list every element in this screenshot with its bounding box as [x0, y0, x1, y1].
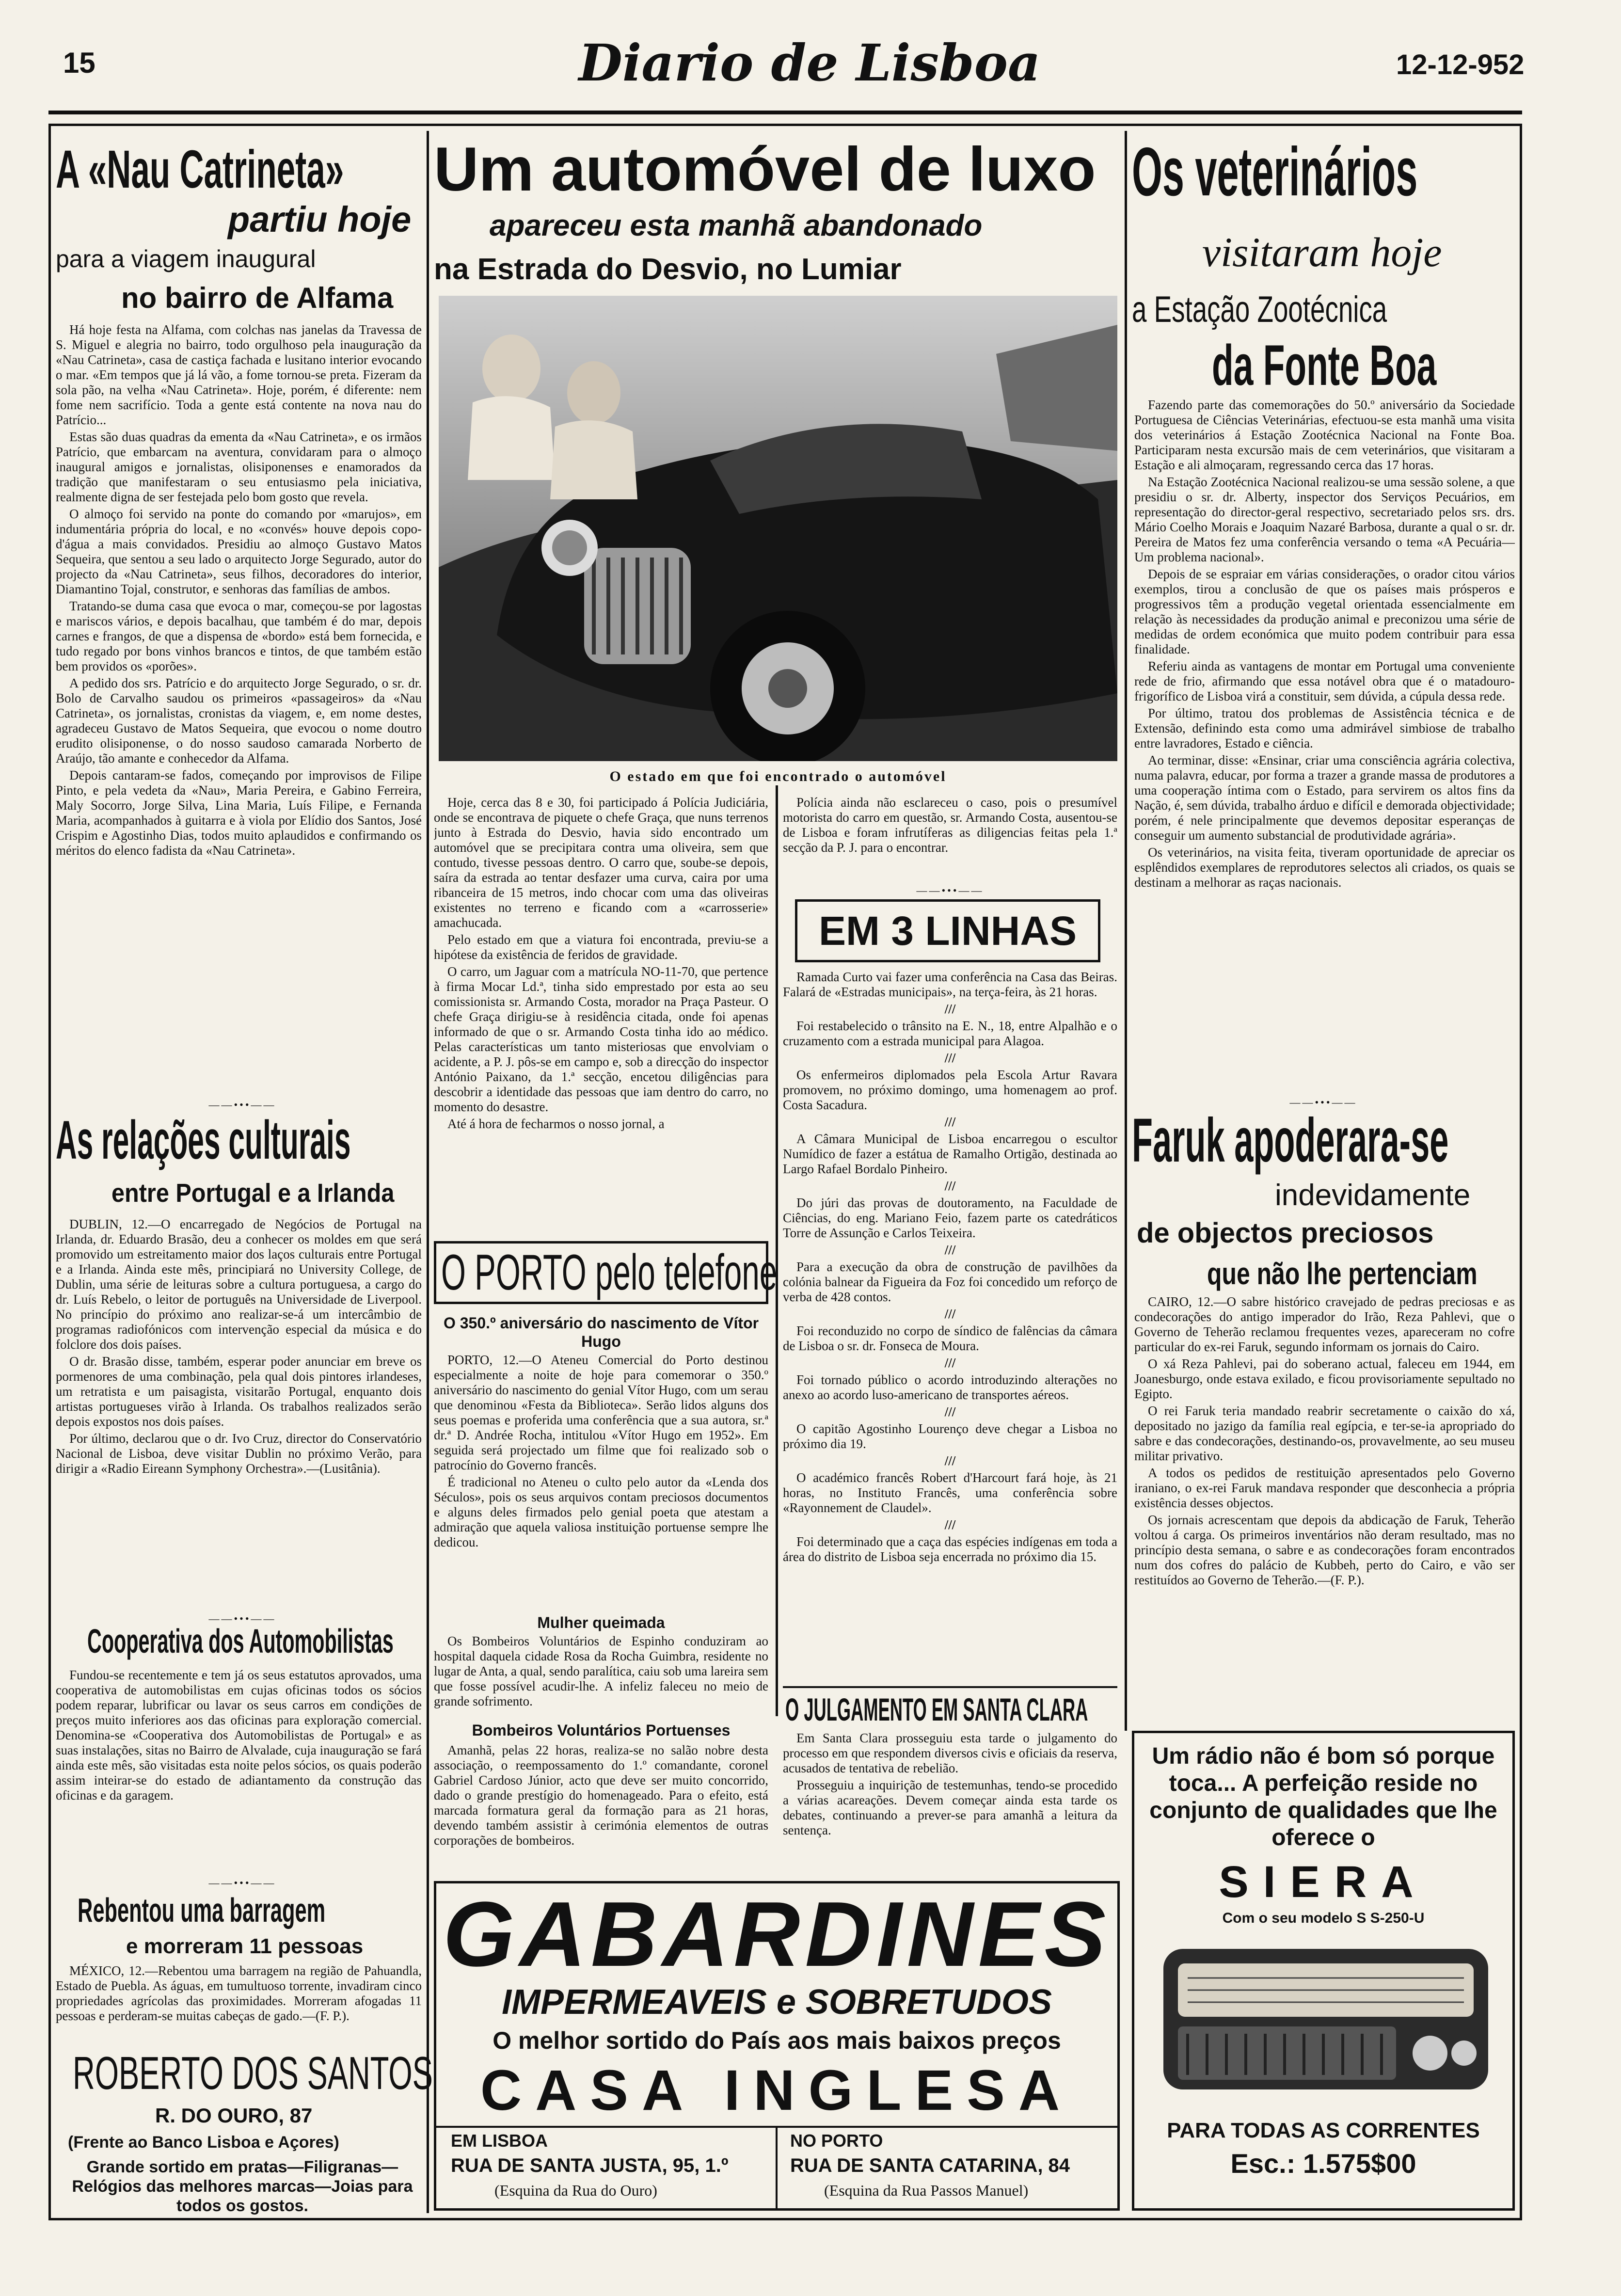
siera-line-1: Um rádio não é bom só porque toca... A perfeição reside no conjunto de qualidades que lhe oferece o — [1149, 1743, 1497, 1850]
irlanda-headline: As relações culturais — [56, 1110, 351, 1170]
faruk-deck-1: indevidamente — [1275, 1179, 1471, 1212]
masthead-title: Diario de Lisboa — [578, 33, 1041, 93]
nau-deck-1: para a viagem inaugural — [56, 245, 316, 272]
divider: ——•••—— — [208, 1612, 276, 1625]
barragem-body — [56, 1963, 422, 2046]
divider: ——•••—— — [1289, 1096, 1357, 1108]
linhas-item: Para a execução da obra de construção de pavilhões da colónia balnear da Figueira da Foz foi concedido um reforço de verba de 428 contos. — [783, 1260, 1117, 1304]
nau-headline: A «Nau Catrineta» — [56, 140, 344, 199]
linhas-separator: /// — [944, 1051, 956, 1065]
veterinarios-paragraph: Os veterinários, na visita feita, tiveram oportunidade de apreciar os esplêndidos exemplares de reprodutores selectos ali criados, os quais se destinam a melhorar as raças nacionais. — [1134, 845, 1515, 890]
faruk-paragraph: CAIRO, 12.—O sabre histórico cravejado de pedras preciosas e as condecorações do antigo imperador do Irão, Reza Pahlevi, que o Governo de Teherão reclamou frequentes vezes, apareceram no cofre particular do ex-rei Faruk, segundo informam os jornais do Cairo. — [1134, 1294, 1515, 1354]
veterinarios-headline: Os veterinários — [1132, 133, 1418, 210]
julgamento-paragraph: Prosseguiu a inquirição de testemunhas, tendo-se procedido a várias acareações. Devem começar ainda esta tarde os debates, continuando a prever-se para amanhã a leitura da sentença. — [783, 1778, 1117, 1837]
nau-kicker: partiu hoje — [228, 199, 412, 239]
siera-footer-1: PARA TODAS AS CORRENTES — [1167, 2119, 1480, 2142]
gabardines-lisboa-label: EM LISBOA — [451, 2131, 548, 2151]
nau-body — [56, 322, 422, 1079]
porto-paragraph: Os Bombeiros Voluntários de Espinho conduziram ao hospital daquela cidade Rosa da Rocha Guimbra, residente no lugar de Anta, a qual, sendo paralítica, caiu sob uma lareira sem que fosse possível acudir-lhe. A infeliz faleceu no meio de grande sofrimento. — [434, 1634, 768, 1708]
gabardines-tag: O melhor sortido do País aos mais baixos preços — [493, 2027, 1061, 2054]
faruk-paragraph: O rei Faruk teria mandado reabrir secretamente o caixão do xá, depositado no jazigo da família real egípcia, e ter-se-ia apropriado do sabre e das condecorações, destinando-os, provavelmente, ao seu museu militar privativo. — [1134, 1403, 1515, 1463]
veterinarios-deck-2: da Fonte Boa — [1212, 334, 1437, 398]
porto-sub-2: Mulher queimada — [537, 1614, 665, 1631]
faruk-body — [1134, 1294, 1515, 1721]
julgamento-rule — [783, 1686, 1117, 1688]
cooperativa-paragraph: Fundou-se recentemente e tem já os seus estatutos aprovados, uma cooperativa de automobilistas em cujas oficinas todos os sócios podem reparar, lubrificar ou lavar os seus carros em condições de preços muito inferiores aos das oficinas para exploração comercial. Denomina-se «Cooperativa dos Automobilistas de Portugal» e as suas instalações, sitas no Bairro de Alvalade, cuja inauguração se fará ainda este mês, são visitadas esta noite pelos sócios, os quais poderão assim inteirar-se do estado de adiantamento da construção das oficinas e da garagem. — [56, 1668, 422, 1802]
nau-deck-2: no bairro de Alfama — [121, 282, 394, 314]
veterinarios-paragraph: Depois de se espraiar em várias considerações, o orador citou vários exemplos, tirou a conclusão de que os países mais prósperos e progressivos têm a produção vegetal orientada essencialmente em relação às necessidades da produção animal e preconizou uma série de medidas de ordem económica que muito podem contribuir para essa finalidade. — [1134, 567, 1515, 656]
linhas-item: Ramada Curto vai fazer uma conferência na Casa das Beiras. Falará de «Estradas municipais», na terça-feira, às 21 horas. — [783, 970, 1117, 999]
julgamento-paragraph: Em Santa Clara prosseguiu esta tarde o julgamento do processo em que respondem diversos civis e oficiais da reserva, acusados de tentativa de rebelião. — [783, 1731, 1117, 1775]
automovel-body-right — [783, 795, 1117, 882]
cooperativa-body — [56, 1668, 422, 1871]
siera-model: Com o seu modelo S S-250-U — [1222, 1910, 1425, 1926]
automovel-headline: Um automóvel de luxo — [434, 135, 1096, 204]
column-rule-left — [427, 131, 429, 2213]
linhas-item: Foi reconduzido no corpo de síndico de falências da câmara de Lisboa o sr. dr. Fonseca de Moura. — [783, 1323, 1117, 1353]
linhas-separator: /// — [944, 1355, 956, 1370]
julgamento-headline: O JULGAMENTO EM SANTA CLARA — [785, 1691, 1088, 1727]
car-photo-caption: O estado em que foi encontrado o automóvel — [609, 768, 947, 784]
veterinarios-paragraph: Na Estação Zootécnica Nacional realizou-se uma sessão solene, a que presidiu o sr. dr. Alberty, inspector dos Serviços Pecuários, em representação do director-geral respectivo, secretariado pelos srs. drs. Mário Coelho Morais e Joaquim Nazaré Barbosa, durante a qual o sr. dr. Pereira de Matos fez uma conferência versando o tema «A Pecuária—Um problema nacional». — [1134, 475, 1515, 564]
faruk-deck-2: de objectos preciosos — [1137, 1217, 1434, 1249]
veterinarios-paragraph: Fazendo parte das comemorações do 50.º aniversário da Sociedade Portuguesa de Ciências Veterinárias, efectuou-se esta manhã uma visita dos veterinários á Estação Zootécnica Nacional na Fonte Boa. Participaram nesta excursão mais de cem veterinários, que visitaram a Estação e ali almoçaram, regressando cerca das 17 horas. — [1134, 398, 1515, 472]
barragem-deck: e morreram 11 pessoas — [126, 1934, 364, 1958]
linhas-separator: /// — [944, 1307, 956, 1321]
linhas-separator: /// — [944, 1002, 956, 1016]
gabardines-lisboa-addr: RUA DE SANTA JUSTA, 95, 1.º — [451, 2155, 729, 2176]
gabardines-porto-note: (Esquina da Rua Passos Manuel) — [824, 2182, 1029, 2199]
porto-paragraph: PORTO, 12.—O Ateneu Comercial do Porto destinou especialmente a noite de hoje para comemorar o 350.º aniversário do nascimento do genial Vítor Hugo, com um serau que denominou «Festa da Biblioteca». Serão lidos alguns dos seus poemas e proferida uma conferência que a sua autora, sr.ª dr.ª D. Andrée Rocha, intitulou «Vítor Hugo em 1952». Em seguida será projectado um filme que foi realizado sob o patrocínio do Governo francês. — [434, 1353, 768, 1472]
roberto-note: (Frente ao Banco Lisboa e Açores) — [68, 2133, 339, 2152]
faruk-paragraph: A todos os pedidos de restituição apresentados pelo Governo iraniano, o ex-rei Faruk mandava responder que desconhecia a própria existência desses objectos. — [1134, 1466, 1515, 1510]
linhas-separator: /// — [944, 1115, 956, 1129]
porto-paragraph: Amanhã, pelas 22 horas, realiza-se no salão nobre desta associação, o reempossamento do 1.º comandante, coronel Gabriel Cardoso Júnior, acto que deve ser muito concorrido, dado o grande prestígio do homenageado. Para o efeito, está marcada formatura geral da formação para as 21 horas, devendo também assistir à cerimónia elementos de outras corporações de bombeiros. — [434, 1743, 768, 1848]
faruk-headline: Faruk apoderara-se — [1132, 1106, 1449, 1175]
roberto-address: R. DO OURO, 87 — [155, 2104, 313, 2127]
roberto-name: ROBERTO DOS SANTOS — [73, 2047, 433, 2099]
veterinarios-paragraph: Ao terminar, disse: «Ensinar, criar uma consciência agrária colectiva, numa palavra, educar, por forma a trazer a grande massa de produtores a uma cooperação íntima com o Estado, para servirem os altos fins da Nação, é, sem dúvida, trabalho árduo e difícil e demorada objectividade; porém, é nele principalmente que devemos depositar esperanças de conseguir um aumento substancial de produtividade agrária». — [1134, 753, 1515, 843]
gabardines-sub: IMPERMEAVEIS e SOBRETUDOS — [502, 1983, 1052, 2022]
automovel-deck-1: apareceu esta manhã abandonado — [490, 209, 983, 242]
linhas-item: O capitão Agostinho Lourenço deve chegar a Lisboa no próximo dia 19. — [783, 1421, 1117, 1451]
siera-brand: SIERA — [1219, 1857, 1428, 1907]
automovel-paragraph: Até á hora de fecharmos o nosso jornal, a — [447, 1116, 665, 1131]
page-number: 15 — [63, 47, 95, 79]
irlanda-deck: entre Portugal e a Irlanda — [111, 1179, 395, 1208]
nau-paragraph: Tratando-se duma casa que evoca o mar, começou-se por lagostas e mariscos vários, e depois bacalhau, que também é do mar, depois carnes e frangos, de que a dispensa de «bordo» está bem fornecida, e tudo regado por bons vinhos brancos e tintos, de que também estão bem providos os «porões». — [56, 599, 422, 673]
linhas-separator: /// — [944, 1179, 956, 1193]
porto-body-3 — [434, 1743, 768, 1874]
masthead-date: 12-12-952 — [1396, 49, 1525, 80]
linhas-separator: /// — [944, 1453, 956, 1468]
gabardines-store: CASA INGLESA — [480, 2058, 1074, 2122]
nau-paragraph: A pedido dos srs. Patrício e do arquitecto Jorge Segurado, o sr. dr. Bolo de Carvalho saudou os primeiros «passageiros» da «Nau Catrineta», os jornalistas, cronistas da viagem, e, em nome destes, agradeceu Gustavo de Matos Sequeira, que evocou o nome doutro erudito olisiponense, o do nosso saudoso camarada Norberto de Araújo, tão amante e conhecedor da Alfama. — [56, 676, 422, 765]
column-rule-right — [1125, 131, 1127, 1731]
julgamento-body — [783, 1731, 1117, 1871]
irlanda-paragraph: DUBLIN, 12.—O encarregado de Negócios de Portugal na Irlanda, dr. Eduardo Brasão, deu a conhecer os moldes em que será promovido um estreitamento maior dos laços culturais entre Portugal e a Irlanda. Ainda este mês, principiará no University College, de Dublin, uma série de leituras sobre a cultura portuguesa, a cargo do dr. Luís Rebelo, o leitor de português na Universidade de Liverpool. No princípio do próximo ano realizar-se-á um intercâmbio de programas radiofónicos com intervenção especial da música e do folclore dos dois países. — [56, 1217, 422, 1352]
automovel-paragraph: O carro, um Jaguar com a matrícula NO-11-70, que pertence à firma Mocar Ld.ª, tinha sido emprestado por esta ao seu comissionista sr. Armando Costa, morador na Praça Pasteur. O chefe Graça dirigiu-se à residência citada, onde foi apenas informado de que o sr. Armando Costa tinha ido ao médico. Pelas características um tanto misteriosas que envolviam o acidente, a P. J. pôs-se em campo e, sob a direcção do inspector António Paixano, da 1.ª secção, encetou diligências para descobrir a identidade das pessoas que iam dentro do carro, no momento do desastre. — [434, 964, 768, 1114]
masthead-rule — [48, 111, 1522, 114]
irlanda-paragraph: Por último, declarou que o dr. Ivo Cruz, director do Conservatório Nacional de Lisboa, deve visitar Dublin no próximo Verão, para dirigir a «Radio Eireann Symphony Orchestra».—(Lusitânia). — [56, 1431, 422, 1476]
divider: ——•••—— — [208, 1877, 276, 1889]
car-photo — [439, 296, 1117, 761]
radio-icon — [1159, 1939, 1493, 2099]
gabardines-title: GABARDINES — [443, 1883, 1111, 1986]
linhas-separator: /// — [944, 1517, 956, 1532]
nau-paragraph: O almoço foi servido na ponte do comando por «marujos», em indumentária própria do local, e no «convés» houve depois copo-d'água a mais convidados. Presidiu ao almoço Gustavo Matos Sequeira, que sentou a seu lado o arquitecto Jorge Segurado, autor do projecto da «Nau Catrineta», seus filhos, decoradores do interior, Diamantino Tojal, construtor, e senhoras das famílias de ambos. — [56, 507, 422, 596]
porto-body-1 — [434, 1353, 768, 1605]
nau-paragraph: Há hoje festa na Alfama, com colchas nas janelas da Travessa de S. Miguel e alegria no bairro, todo orgulhoso pela inauguração da «Nau Catrineta», casa de castiça fachada e lusitano interior evocando o mar. «Em tempos que já lá vão, a fome tornou-se preta. Fizeram da sola pão, na velha «Nau Catrineta». Hoje, porém, é diferente: nem fome nem sacrifício. Toda a gente está contente na nova nau do Patrício... — [56, 322, 422, 427]
porto-sub-3: Bombeiros Voluntários Portuenses — [472, 1722, 731, 1739]
veterinarios-paragraph: Referiu ainda as vantagens de montar em Portugal uma conveniente rede de frio, afirmando que essa notável obra que é o matadouro-frigorífico de Lisboa virá a constituir, sem dúvida, a cúpula dessa rede. — [1134, 659, 1515, 703]
veterinarios-deck-1: a Estação Zootécnica — [1132, 289, 1387, 330]
linhas-item: O académico francês Robert d'Harcourt fará hoje, às 21 horas, no Instituto Francês, uma conferência sobre «Rayonnement de Claudel». — [783, 1470, 1117, 1515]
linhas-headline: EM 3 LINHAS — [818, 908, 1077, 954]
automovel-paragraph: Hoje, cerca das 8 e 30, foi participado á Polícia Judiciária, onde se encontrava de piquete o chefe Graça, que nuns terrenos junto à Estrada do Desvio, havia sido encontrado um automóvel que se precipitara contra uma oliveira, sem que contudo, tivesse pessoas dentro. O carro que, soube-se depois, saíra da estrada ao tentar desfazer uma curva, caira por uma ribanceira de 15 metros, indo chocar com uma das oliveiras existentes no terreno e ficando com a «carrosserie» amachucada. — [434, 795, 768, 930]
gabardines-lisboa-note: (Esquina da Rua do Ouro) — [494, 2182, 657, 2199]
veterinarios-kicker: visitaram hoje — [1202, 229, 1442, 275]
cooperativa-headline: Cooperativa dos Automobilistas — [87, 1622, 394, 1660]
siera-footer-2: Esc.: 1.575$00 — [1230, 2148, 1416, 2179]
gabardines-split — [776, 2126, 778, 2208]
linhas-separator: /// — [944, 1404, 956, 1419]
gabardines-porto-label: NO PORTO — [790, 2131, 883, 2151]
faruk-deck-3: que não lhe pertenciam — [1207, 1256, 1478, 1291]
linhas-item: Os enfermeiros diplomados pela Escola Artur Ravara promovem, no próximo domingo, uma homenagem ao prof. Costa Sacadura. — [783, 1068, 1117, 1112]
veterinarios-body — [1134, 398, 1515, 1091]
nau-paragraph: Estas são duas quadras da ementa da «Nau Catrineta», e os irmãos Patrício, que embarcam na aventura, convidaram para o almoço inaugural amigos e jornalistas, olisiponenses e enamorados da tradição que manifestaram o seu entusiasmo pela iniciativa, realmente digna de ser festejada pelo bom gosto que revela. — [56, 430, 422, 504]
porto-sub-1: O 350.º aniversário do nascimento de Vítor Hugo — [443, 1314, 759, 1350]
automovel-paragraph: Pelo estado em que a viatura foi encontrada, previu-se a hipótese da existência de feridos de gravidade. — [434, 932, 768, 962]
barragem-headline: Rebentou uma barragem — [78, 1891, 326, 1929]
roberto-text: Grande sortido em pratas—Filigranas—Relógios das melhores marcas—Joias para todos os gostos. — [72, 2158, 413, 2215]
automovel-body-left — [434, 795, 768, 1231]
porto-body-2 — [434, 1634, 768, 1716]
nau-paragraph: Depois cantaram-se fados, começando por improvisos de Filipe Pinto, e pela vedeta da «Nau», Maria Pereira, e Gabino Ferreira, Maly Socorro, Jorge Silva, Lina Maria, Luís Filipe, e Fernanda Maria, acompanhados à guitarra e à viola por Elídio dos Santos, José Crispim e Agostinho Dias, todos muito aplaudidos e confirmando os méritos do elenco fadista da «Nau Catrineta». — [56, 768, 422, 858]
barragem-paragraph: MÉXICO, 12.—Rebentou uma barragem na região de Pahuandla, Estado de Puebla. As águas, em tumultuoso torrente, invadiram cinco propriedades agrícolas das proximidades. Morreram afogadas 11 pessoas e perderam-se muitas cabeças de gado.—(F. P.). — [56, 1963, 422, 2023]
divider: ——•••—— — [916, 884, 984, 896]
automovel-paragraph: Polícia ainda não esclareceu o caso, pois o presumível motorista do carro em questão, sr. Armando Costa, ausentou-se de Lisboa e foram infrutíferas as diligencias feitas pela 1.ª secção da P. J. para o encontrar. — [783, 795, 1117, 855]
porto-headline: O PORTO pelo telefone — [441, 1244, 778, 1301]
linhas-item: Foi restabelecido o trânsito na E. N., 18, entre Alpalhão e o cruzamento com a estrada municipal para Alagoa. — [783, 1019, 1117, 1048]
linhas-item: Foi determinado que a caça das espécies indígenas em toda a área do distrito de Lisboa seja encerrada no próximo dia 15. — [783, 1534, 1117, 1564]
linhas-separator: /// — [944, 1243, 956, 1257]
veterinarios-paragraph: Por último, tratou dos problemas de Assistência técnica e de Extensão, definindo esta como uma admirável simbiose de trabalho entre lavradores, Estado e ciência. — [1134, 706, 1515, 750]
automovel-deck-2: na Estrada do Desvio, no Lumiar — [434, 253, 902, 286]
irlanda-paragraph: O dr. Brasão disse, também, esperar poder anunciar em breve os pormenores de uma combinação, pela qual dois pintores irlandeses, um retratista e um paisagista, visitarão Portugal, enquanto dois artistas portugueses virão à Irlanda. Os trabalhos realizados serão depois expostos nos dois países. — [56, 1354, 422, 1429]
divider: ——•••—— — [208, 1099, 276, 1111]
linhas-item: Do júri das provas de doutoramento, na Faculdade de Ciências, do eng. Mariano Feio, fazem parte os catedráticos Torre de Assunção e Carlos Teixeira. — [783, 1196, 1117, 1240]
porto-paragraph: É tradicional no Ateneu o culto pelo autor da «Lenda dos Séculos», pois os seus arquivos contam preciosos documentos e alguns deles firmados pelo genial poeta que atestam a admiração que aquela valiosa instituição portuense sempre lhe dedicou. — [434, 1475, 768, 1549]
gabardines-porto-addr: RUA DE SANTA CATARINA, 84 — [790, 2155, 1070, 2176]
irlanda-body — [56, 1217, 422, 1614]
linhas-body — [783, 970, 1117, 1682]
faruk-paragraph: Os jornais acrescentam que depois da abdicação de Faruk, Teherão voltou á carga. Os primeiros inventários não deram resultado, mas no princípio desta semana, o sabre e as condecorações foram encontrados num dos cofres do palácio de Kubbeh, perto do Cairo, e vão ser restituídos ao Governo de Teherão.—(F. P.). — [1134, 1513, 1515, 1587]
linhas-item: A Câmara Municipal de Lisboa encarregou o escultor Numídico de fazer a estátua de Ramalho Ortigão, destinada ao Largo Rafael Bordalo Pinheiro. — [783, 1132, 1117, 1176]
car-photo-drawing — [439, 296, 1117, 761]
faruk-paragraph: O xá Reza Pahlevi, pai do soberano actual, faleceu em 1944, em Joanesburgo, onde estava exilado, e ficou provisoriamente sepultado no Egipto. — [1134, 1356, 1515, 1401]
linhas-item: Foi tornado público o acordo introduzindo alterações no anexo ao acordo luso-americano de transportes aéreos. — [783, 1372, 1117, 1402]
